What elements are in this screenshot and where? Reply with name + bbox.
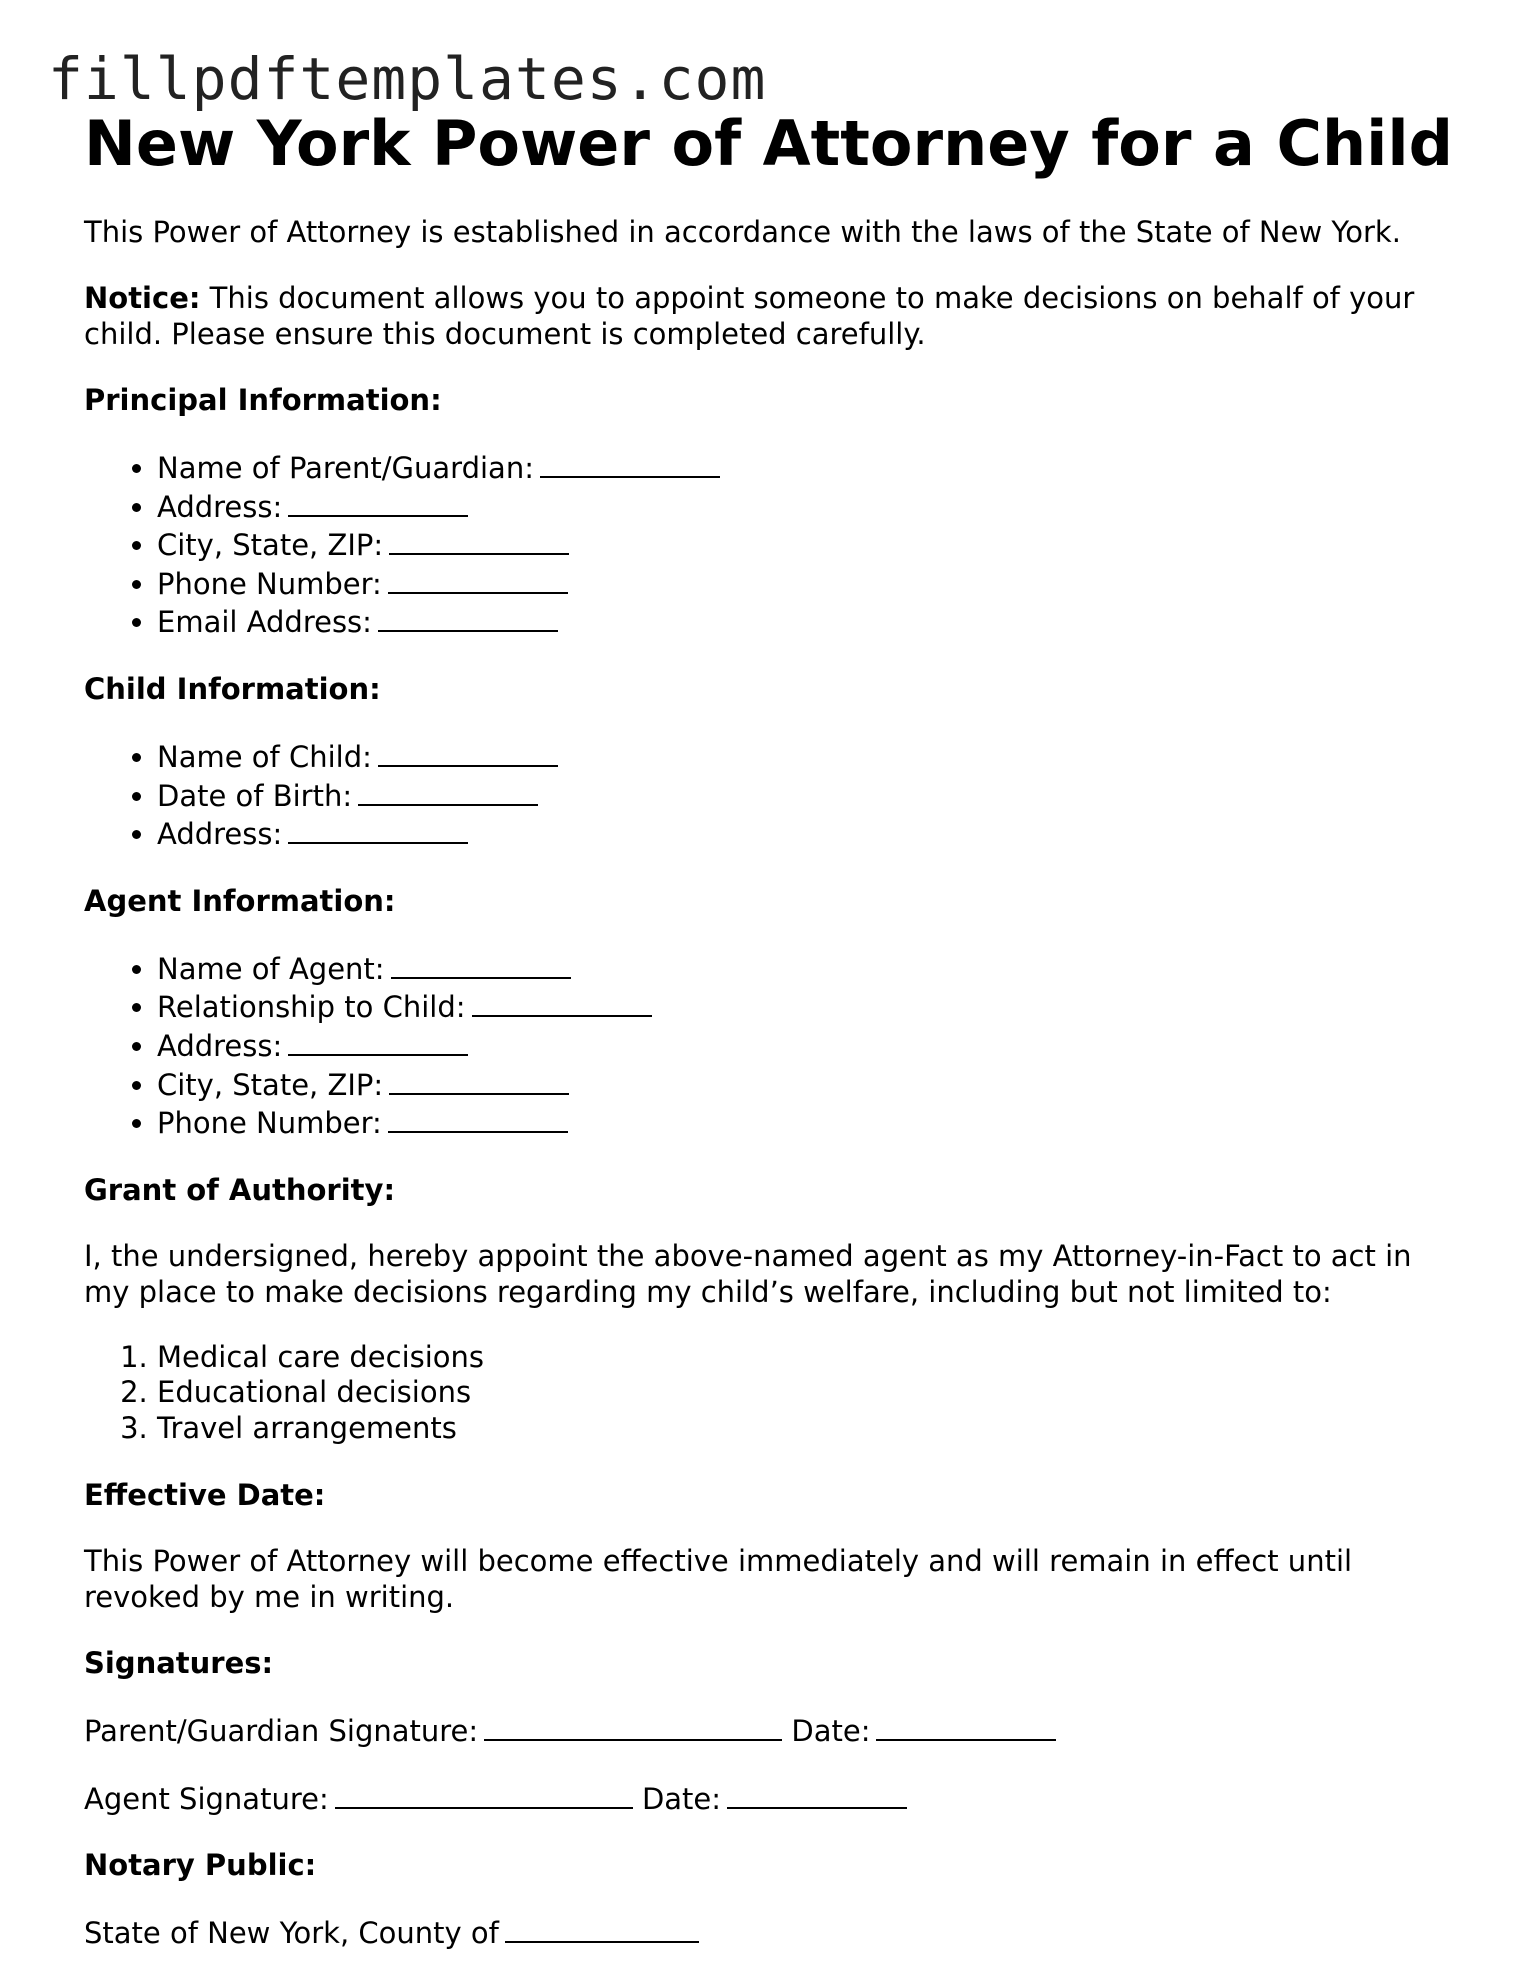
list-item [157, 525, 1454, 564]
list-item [157, 564, 1454, 603]
field-label: Name of Agent: [157, 951, 385, 986]
list-item: 2. Educational decisions [157, 1375, 1454, 1411]
field-label: Phone Number: [157, 1106, 382, 1141]
agent-fields [84, 949, 1454, 1142]
child-heading: Child Information: [84, 671, 381, 706]
list-item [157, 1026, 1454, 1065]
list-item [157, 776, 1454, 815]
agent-heading: Agent Information: [84, 883, 396, 918]
field-label: Address: [157, 1028, 283, 1063]
date-label: Date: [791, 1713, 871, 1748]
signatures-heading: Signatures: [84, 1645, 274, 1680]
county-blank[interactable] [505, 1913, 699, 1943]
parent-signature-label: Parent/Guardian Signature: [84, 1713, 479, 1748]
grant-paragraph: I, the undersigned, hereby appoint the above-named agent as my Attorney-in-Fact to act in my place to make decisions regarding my child’s welfare, including but not limited to: [84, 1238, 1412, 1309]
county-label: State of New York, County of [84, 1915, 499, 1950]
list-item: 1. Medical care decisions [157, 1340, 1454, 1376]
site-watermark: fillpdftemplates.com [48, 45, 767, 113]
field-label: City, State, ZIP: [157, 1067, 384, 1102]
field-label: Phone Number: [157, 566, 382, 601]
agent-relationship-blank[interactable] [472, 987, 652, 1017]
child-address-blank[interactable] [288, 814, 468, 844]
notice-paragraph [84, 280, 1454, 352]
date-label: Date: [641, 1781, 722, 1816]
child-fields [84, 737, 1454, 853]
document-body [84, 104, 1454, 1981]
field-label: Name of Child: [157, 739, 372, 774]
agent-signature-line [84, 1779, 1454, 1817]
parent-phone-blank[interactable] [388, 564, 568, 594]
parent-city-state-zip-blank[interactable] [389, 525, 569, 555]
list-item [157, 1065, 1454, 1104]
field-label: Name of Parent/Guardian: [157, 451, 534, 485]
field-label: Email Address: [157, 605, 372, 640]
notary-heading: Notary Public: [84, 1847, 317, 1882]
principal-heading: Principal Information: [84, 383, 442, 417]
field-label: Address: [157, 489, 283, 524]
agent-address-blank[interactable] [288, 1026, 468, 1056]
notary-county-line [84, 1913, 1454, 1951]
parent-name-blank[interactable] [540, 448, 720, 478]
parent-date-blank[interactable] [876, 1711, 1056, 1741]
agent-signature-blank[interactable] [335, 1779, 633, 1809]
effective-paragraph: This Power of Attorney will become effective immediately and will remain in effect until revoked by me in writing. [84, 1543, 1353, 1614]
agent-date-blank[interactable] [727, 1779, 907, 1809]
agent-name-blank[interactable] [391, 949, 571, 979]
authority-list [84, 1340, 1454, 1447]
field-label: Relationship to Child: [157, 990, 466, 1025]
agent-city-state-zip-blank[interactable] [389, 1065, 569, 1095]
parent-signature-blank[interactable] [484, 1711, 782, 1741]
parent-email-blank[interactable] [378, 602, 558, 632]
parent-address-blank[interactable] [288, 487, 468, 517]
list-item: 3. Travel arrangements [157, 1411, 1454, 1447]
principal-fields [84, 448, 1454, 641]
intro-paragraph: This Power of Attorney is established in accordance with the laws of the State of New York. [84, 215, 1401, 249]
notice-label: Notice: [84, 281, 201, 315]
child-name-blank[interactable] [378, 737, 558, 767]
child-dob-blank[interactable] [358, 776, 538, 806]
document-title: New York Power of Attorney for a Child [84, 107, 1453, 180]
list-item [157, 602, 1454, 641]
list-item [157, 1103, 1454, 1142]
effective-heading: Effective Date: [84, 1477, 326, 1512]
list-item [157, 487, 1454, 526]
grant-heading: Grant of Authority: [84, 1172, 396, 1207]
agent-signature-label: Agent Signature: [84, 1781, 329, 1816]
list-item [157, 737, 1454, 776]
list-item [157, 987, 1454, 1026]
list-item [157, 814, 1454, 853]
field-label: Date of Birth: [157, 778, 353, 813]
list-item [157, 949, 1454, 988]
field-label: Address: [157, 817, 283, 852]
notice-text: This document allows you to appoint someone to make decisions on behalf of your child. Please ensure this document is completed carefully. [84, 281, 1415, 351]
parent-signature-line [84, 1711, 1454, 1749]
agent-phone-blank[interactable] [388, 1103, 568, 1133]
field-label: City, State, ZIP: [157, 528, 384, 563]
list-item [157, 448, 1454, 487]
